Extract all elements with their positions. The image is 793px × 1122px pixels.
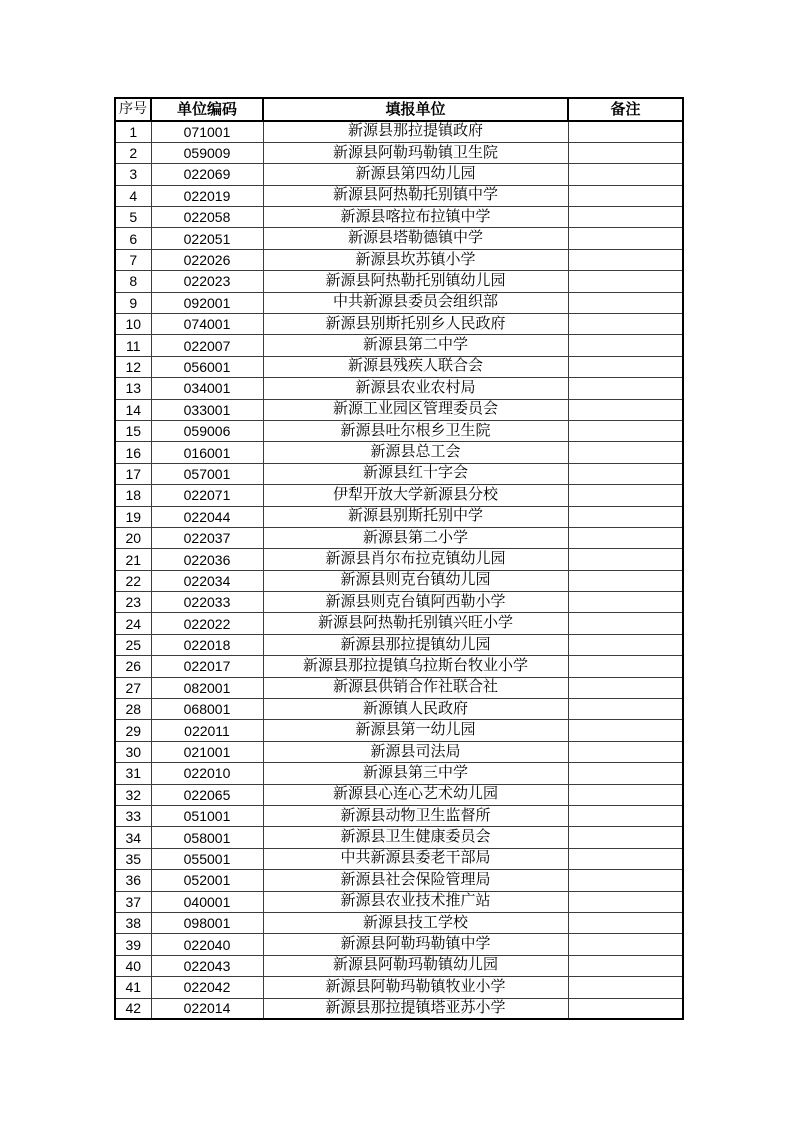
row-index-cell: 10 [115,314,151,335]
row-unit-cell: 新源县那拉提镇幼儿园 [263,634,568,655]
row-index-cell: 23 [115,592,151,613]
row-index-cell: 15 [115,420,151,441]
row-code-cell: 034001 [151,378,263,399]
row-remark-cell [568,806,683,827]
row-remark-cell [568,164,683,185]
row-index-cell: 25 [115,634,151,655]
table-row [115,506,683,527]
row-index-cell: 8 [115,271,151,292]
row-index-cell: 32 [115,784,151,805]
row-code-cell: 022023 [151,271,263,292]
table-row [115,592,683,613]
table-row [115,121,683,142]
row-index-cell: 16 [115,442,151,463]
row-unit-cell: 新源县别斯托别中学 [263,506,568,527]
row-index-cell: 6 [115,228,151,249]
row-index-cell: 38 [115,912,151,933]
row-remark-cell [568,399,683,420]
row-unit-cell: 新源县农业农村局 [263,378,568,399]
row-index-cell: 21 [115,549,151,570]
row-unit-cell: 新源县农业技术推广站 [263,891,568,912]
row-unit-cell: 新源县则克台镇幼儿园 [263,570,568,591]
table-row [115,185,683,206]
row-remark-cell [568,442,683,463]
row-remark-cell [568,848,683,869]
row-index-cell: 40 [115,955,151,976]
row-unit-cell: 新源县阿勒玛勒镇卫生院 [263,142,568,163]
table-row [115,912,683,933]
row-code-cell: 059009 [151,142,263,163]
table-row [115,207,683,228]
header-cell-code: 单位编码 [151,98,263,121]
row-remark-cell [568,549,683,570]
table-row [115,720,683,741]
row-remark-cell [568,228,683,249]
row-code-cell: 022071 [151,485,263,506]
row-index-cell: 11 [115,335,151,356]
row-code-cell: 074001 [151,314,263,335]
row-remark-cell [568,142,683,163]
row-remark-cell [568,720,683,741]
row-unit-cell: 新源县总工会 [263,442,568,463]
table-header [115,98,683,121]
row-code-cell: 022040 [151,934,263,955]
row-unit-cell: 新源县阿热勒托别镇中学 [263,185,568,206]
row-unit-cell: 新源县第二中学 [263,335,568,356]
row-unit-cell: 新源县社会保险管理局 [263,870,568,891]
row-code-cell: 022018 [151,634,263,655]
row-remark-cell [568,356,683,377]
row-remark-cell [568,613,683,634]
table-row [115,977,683,998]
row-index-cell: 22 [115,570,151,591]
row-remark-cell [568,891,683,912]
table-row [115,827,683,848]
table-row [115,934,683,955]
row-remark-cell [568,463,683,484]
row-index-cell: 26 [115,656,151,677]
row-remark-cell [568,955,683,976]
row-unit-cell: 新源镇人民政府 [263,699,568,720]
row-unit-cell: 新源县塔勒德镇中学 [263,228,568,249]
row-remark-cell [568,485,683,506]
table-row [115,142,683,163]
table-row [115,378,683,399]
table-row [115,613,683,634]
row-code-cell: 021001 [151,741,263,762]
row-code-cell: 022017 [151,656,263,677]
row-code-cell: 022022 [151,613,263,634]
row-remark-cell [568,763,683,784]
row-remark-cell [568,699,683,720]
row-unit-cell: 新源县阿勒玛勒镇幼儿园 [263,955,568,976]
row-unit-cell: 新源县阿勒玛勒镇牧业小学 [263,977,568,998]
row-index-cell: 24 [115,613,151,634]
row-unit-cell: 中共新源县委员会组织部 [263,292,568,313]
row-unit-cell: 新源县则克台镇阿西勒小学 [263,592,568,613]
row-index-cell: 17 [115,463,151,484]
row-unit-cell: 新源县供销合作社联合社 [263,677,568,698]
row-index-cell: 39 [115,934,151,955]
row-index-cell: 30 [115,741,151,762]
row-remark-cell [568,934,683,955]
row-index-cell: 13 [115,378,151,399]
row-index-cell: 31 [115,763,151,784]
row-unit-cell: 新源县那拉提镇塔亚苏小学 [263,998,568,1019]
table-row [115,634,683,655]
row-remark-cell [568,506,683,527]
row-remark-cell [568,827,683,848]
table-row [115,292,683,313]
row-unit-cell: 新源县坎苏镇小学 [263,249,568,270]
table-row [115,570,683,591]
row-remark-cell [568,870,683,891]
table-row [115,699,683,720]
row-code-cell: 071001 [151,121,263,142]
row-remark-cell [568,378,683,399]
row-code-cell: 022043 [151,955,263,976]
row-code-cell: 022036 [151,549,263,570]
table-row [115,420,683,441]
row-code-cell: 052001 [151,870,263,891]
table-row [115,998,683,1019]
row-unit-cell: 新源县第四幼儿园 [263,164,568,185]
row-index-cell: 20 [115,527,151,548]
header-cell-remark: 备注 [568,98,683,121]
table-row [115,656,683,677]
table-row [115,677,683,698]
row-code-cell: 059006 [151,420,263,441]
row-code-cell: 022033 [151,592,263,613]
row-index-cell: 41 [115,977,151,998]
table-row [115,335,683,356]
table-row [115,806,683,827]
row-remark-cell [568,592,683,613]
row-index-cell: 1 [115,121,151,142]
table-row [115,870,683,891]
row-index-cell: 3 [115,164,151,185]
row-code-cell: 040001 [151,891,263,912]
row-remark-cell [568,977,683,998]
row-index-cell: 29 [115,720,151,741]
row-index-cell: 34 [115,827,151,848]
table-row [115,314,683,335]
row-index-cell: 4 [115,185,151,206]
row-index-cell: 33 [115,806,151,827]
row-remark-cell [568,249,683,270]
row-unit-cell: 新源县技工学校 [263,912,568,933]
header-row [115,98,683,121]
row-unit-cell: 新源县别斯托别乡人民政府 [263,314,568,335]
row-remark-cell [568,912,683,933]
row-index-cell: 18 [115,485,151,506]
row-code-cell: 022010 [151,763,263,784]
row-remark-cell [568,677,683,698]
row-index-cell: 28 [115,699,151,720]
row-remark-cell [568,121,683,142]
row-code-cell: 056001 [151,356,263,377]
row-code-cell: 051001 [151,806,263,827]
row-code-cell: 058001 [151,827,263,848]
row-unit-cell: 新源县吐尔根乡卫生院 [263,420,568,441]
row-unit-cell: 新源县红十字会 [263,463,568,484]
row-code-cell: 033001 [151,399,263,420]
unit-report-table [114,97,684,1020]
row-unit-cell: 新源县卫生健康委员会 [263,827,568,848]
row-unit-cell: 新源县第三中学 [263,763,568,784]
row-unit-cell: 新源县司法局 [263,741,568,762]
row-unit-cell: 新源县阿勒玛勒镇中学 [263,934,568,955]
row-unit-cell: 新源工业园区管理委员会 [263,399,568,420]
row-unit-cell: 新源县第一幼儿园 [263,720,568,741]
row-remark-cell [568,570,683,591]
row-index-cell: 5 [115,207,151,228]
row-unit-cell: 伊犁开放大学新源县分校 [263,485,568,506]
row-unit-cell: 新源县肖尔布拉克镇幼儿园 [263,549,568,570]
row-code-cell: 022042 [151,977,263,998]
row-remark-cell [568,784,683,805]
row-code-cell: 022019 [151,185,263,206]
table-row [115,442,683,463]
row-index-cell: 27 [115,677,151,698]
table-row [115,955,683,976]
row-index-cell: 7 [115,249,151,270]
row-remark-cell [568,207,683,228]
row-index-cell: 36 [115,870,151,891]
row-index-cell: 12 [115,356,151,377]
table-row [115,271,683,292]
header-cell-unit: 填报单位 [263,98,568,121]
table-row [115,784,683,805]
table-row [115,763,683,784]
row-code-cell: 057001 [151,463,263,484]
row-unit-cell: 新源县心连心艺术幼儿园 [263,784,568,805]
row-remark-cell [568,527,683,548]
row-code-cell: 022034 [151,570,263,591]
header-cell-index: 序号 [115,98,151,121]
table-row [115,485,683,506]
row-index-cell: 19 [115,506,151,527]
row-remark-cell [568,420,683,441]
row-remark-cell [568,292,683,313]
row-code-cell: 022044 [151,506,263,527]
row-code-cell: 055001 [151,848,263,869]
row-code-cell: 068001 [151,699,263,720]
row-index-cell: 42 [115,998,151,1019]
row-code-cell: 092001 [151,292,263,313]
table-row [115,848,683,869]
row-unit-cell: 新源县阿热勒托别镇兴旺小学 [263,613,568,634]
row-unit-cell: 新源县残疾人联合会 [263,356,568,377]
row-unit-cell: 新源县阿热勒托别镇幼儿园 [263,271,568,292]
row-code-cell: 022011 [151,720,263,741]
row-remark-cell [568,741,683,762]
table-row [115,891,683,912]
table-row [115,741,683,762]
row-code-cell: 022069 [151,164,263,185]
row-code-cell: 082001 [151,677,263,698]
row-code-cell: 022058 [151,207,263,228]
row-remark-cell [568,634,683,655]
table-row [115,399,683,420]
row-code-cell: 022051 [151,228,263,249]
row-code-cell: 022065 [151,784,263,805]
row-code-cell: 022026 [151,249,263,270]
row-code-cell: 022014 [151,998,263,1019]
row-unit-cell: 新源县动物卫生监督所 [263,806,568,827]
row-code-cell: 022007 [151,335,263,356]
table-body [115,121,683,1019]
row-code-cell: 098001 [151,912,263,933]
row-remark-cell [568,185,683,206]
row-index-cell: 9 [115,292,151,313]
table-row [115,549,683,570]
row-unit-cell: 新源县第二小学 [263,527,568,548]
row-remark-cell [568,998,683,1019]
row-unit-cell: 新源县那拉提镇乌拉斯台牧业小学 [263,656,568,677]
table-row [115,463,683,484]
row-unit-cell: 中共新源县委老干部局 [263,848,568,869]
row-remark-cell [568,335,683,356]
row-index-cell: 14 [115,399,151,420]
row-index-cell: 2 [115,142,151,163]
row-unit-cell: 新源县那拉提镇政府 [263,121,568,142]
table-row [115,228,683,249]
row-index-cell: 37 [115,891,151,912]
table-row [115,164,683,185]
row-index-cell: 35 [115,848,151,869]
row-remark-cell [568,271,683,292]
table-row [115,356,683,377]
row-code-cell: 022037 [151,527,263,548]
row-unit-cell: 新源县喀拉布拉镇中学 [263,207,568,228]
row-code-cell: 016001 [151,442,263,463]
row-remark-cell [568,314,683,335]
table-row [115,527,683,548]
table-row [115,249,683,270]
row-remark-cell [568,656,683,677]
